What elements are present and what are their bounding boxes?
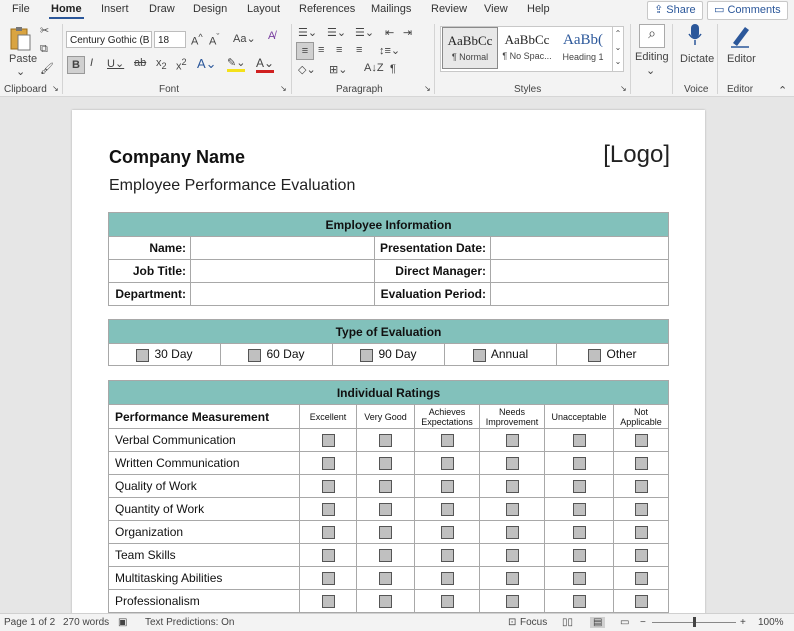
comment-icon: ▭ [714, 4, 725, 16]
change-case-button[interactable]: Aa⌄ [233, 33, 256, 45]
status-bar [0, 613, 794, 631]
style-heading-1[interactable]: AaBb( Heading 1 [562, 32, 604, 62]
tab-mailings[interactable]: Mailings [371, 3, 412, 15]
dialog-launcher-icon[interactable]: ↘ [620, 84, 627, 93]
rating-row [109, 521, 669, 544]
checkbox[interactable] [473, 349, 486, 362]
dictate-button[interactable]: Dictate [680, 53, 715, 65]
ribbon-tab-bar [0, 0, 794, 20]
department-field[interactable] [191, 283, 375, 306]
document-subtitle: Employee Performance Evaluation [109, 177, 356, 194]
focus-icon[interactable]: ⊡ [508, 617, 517, 628]
page-count[interactable]: Page 1 of 2 [4, 617, 56, 628]
rating-row [109, 498, 669, 521]
rating-cell[interactable] [415, 498, 480, 521]
bullets-icon[interactable]: ☰⌄ [298, 27, 318, 39]
voice-group-label: Voice [684, 84, 709, 95]
rating-row-label: Written Communication [109, 452, 300, 475]
editing-button[interactable]: Editing [635, 51, 669, 63]
rating-checkbox[interactable] [379, 526, 392, 539]
tab-draw[interactable]: Draw [149, 3, 175, 15]
rating-checkbox[interactable] [635, 480, 648, 493]
rating-cell[interactable] [545, 521, 614, 544]
rating-checkbox[interactable] [635, 526, 648, 539]
ribbon [0, 20, 794, 97]
strikethrough-icon[interactable]: ab [134, 57, 147, 69]
superscript-icon[interactable]: $x^2$ [176, 57, 187, 73]
rating-cell[interactable] [300, 429, 357, 452]
department-label: Department: [109, 283, 191, 306]
rating-checkbox[interactable] [573, 434, 586, 447]
rating-checkbox[interactable] [379, 434, 392, 447]
numbering-icon[interactable]: ☰⌄ [327, 27, 347, 39]
rating-cell[interactable] [614, 521, 669, 544]
rating-cell[interactable] [300, 498, 357, 521]
sort-icon[interactable]: A↓Z [364, 62, 384, 74]
rating-cell[interactable] [545, 498, 614, 521]
rating-row-label: Quantity of Work [109, 498, 300, 521]
rating-checkbox[interactable] [506, 595, 519, 608]
underline-icon[interactable]: U⌄ [107, 58, 125, 70]
rating-cell[interactable] [415, 452, 480, 475]
rating-checkbox[interactable] [573, 503, 586, 516]
group-separator [717, 24, 718, 94]
rating-checkbox[interactable] [441, 572, 454, 585]
rating-row [109, 590, 669, 613]
evaluation-period-field[interactable] [491, 283, 669, 306]
group-separator [630, 24, 631, 94]
rating-cell[interactable] [480, 567, 545, 590]
rating-cell[interactable] [614, 498, 669, 521]
rating-checkbox[interactable] [379, 457, 392, 470]
rating-checkbox[interactable] [379, 595, 392, 608]
rating-checkbox[interactable] [506, 549, 519, 562]
rating-checkbox[interactable] [322, 480, 335, 493]
rating-checkbox[interactable] [573, 526, 586, 539]
checkbox[interactable] [248, 349, 261, 362]
rating-cell[interactable] [614, 429, 669, 452]
style-normal[interactable]: AaBbCc ¶ Normal [442, 27, 498, 69]
rating-row-label: Quality of Work [109, 475, 300, 498]
rating-cell[interactable] [357, 429, 415, 452]
increase-indent-icon[interactable]: ⇥ [403, 27, 413, 39]
evaluation-period-label: Evaluation Period: [375, 283, 491, 306]
group-separator [62, 24, 63, 94]
rating-checkbox[interactable] [379, 503, 392, 516]
rating-row [109, 544, 669, 567]
rating-row-label: Team Skills [109, 544, 300, 567]
styles-group-label: Styles [514, 84, 542, 95]
rating-row [109, 475, 669, 498]
company-name: Company Name [109, 147, 246, 167]
rating-checkbox[interactable] [441, 457, 454, 470]
chevron-down-icon[interactable]: ⌄ [16, 66, 26, 78]
rating-cell[interactable] [357, 475, 415, 498]
rating-checkbox[interactable] [322, 549, 335, 562]
rating-cell[interactable] [614, 475, 669, 498]
rating-cell[interactable] [480, 452, 545, 475]
shrink-font-icon[interactable]: $A^ˇ$ [209, 32, 220, 48]
rating-cell[interactable] [480, 498, 545, 521]
rating-cell[interactable] [300, 590, 357, 613]
editor-button[interactable]: Editor [727, 53, 756, 65]
rating-cell[interactable] [545, 590, 614, 613]
rating-checkbox[interactable] [441, 480, 454, 493]
zoom-in-icon[interactable]: + [740, 617, 746, 628]
tab-design[interactable]: Design [193, 3, 228, 15]
share-icon: ⇪ [654, 4, 664, 16]
align-right-icon[interactable]: ≡ [336, 44, 343, 56]
italic-icon[interactable]: I [90, 57, 94, 69]
eval-option-annual[interactable]: Annual [445, 344, 557, 366]
style-no-spacing[interactable]: AaBbCc ¶ No Spac... [502, 32, 552, 61]
rating-cell[interactable] [614, 590, 669, 613]
eval-option-60-day[interactable]: 60 Day [221, 344, 333, 366]
rating-checkbox[interactable] [441, 595, 454, 608]
rating-cell[interactable] [614, 567, 669, 590]
tab-view[interactable]: View [484, 3, 508, 15]
rating-checkbox[interactable] [322, 572, 335, 585]
rating-cell[interactable] [415, 429, 480, 452]
rating-cell[interactable] [357, 521, 415, 544]
rating-cell[interactable] [614, 452, 669, 475]
paste-button[interactable]: Paste [9, 53, 38, 65]
rating-row-label: Professionalism [109, 590, 300, 613]
checkbox[interactable] [136, 349, 149, 362]
rating-cell[interactable] [357, 544, 415, 567]
rating-checkbox[interactable] [506, 572, 519, 585]
rating-cell[interactable] [614, 544, 669, 567]
rating-cell[interactable] [480, 521, 545, 544]
rating-checkbox[interactable] [322, 503, 335, 516]
tab-insert[interactable]: Insert [101, 3, 129, 15]
rating-checkbox[interactable] [573, 549, 586, 562]
editor-pen-icon[interactable] [729, 23, 751, 49]
rating-checkbox[interactable] [635, 434, 648, 447]
copy-icon[interactable]: ⧉ [40, 43, 48, 55]
checkbox[interactable] [588, 349, 601, 362]
rating-cell[interactable] [300, 544, 357, 567]
rating-cell[interactable] [480, 475, 545, 498]
tab-help[interactable]: Help [527, 3, 550, 15]
cut-icon[interactable]: ✂ [40, 25, 50, 37]
rating-checkbox[interactable] [322, 457, 335, 470]
rating-checkbox[interactable] [506, 457, 519, 470]
rating-row [109, 567, 669, 590]
tab-file[interactable]: File [12, 3, 30, 15]
tab-references[interactable]: References [299, 3, 356, 15]
paste-icon[interactable] [8, 26, 32, 50]
rating-checkbox[interactable] [635, 457, 648, 470]
rating-cell[interactable] [357, 567, 415, 590]
rating-cell[interactable] [545, 475, 614, 498]
rating-checkbox[interactable] [379, 572, 392, 585]
column-header: Unacceptable [545, 405, 614, 429]
font-color-icon[interactable]: A⌄ [256, 56, 274, 73]
document-canvas[interactable] [0, 97, 794, 613]
comments-button[interactable]: ▭ Comments [707, 1, 788, 20]
styles-gallery [440, 26, 614, 72]
rating-cell[interactable] [357, 498, 415, 521]
rating-checkbox[interactable] [635, 595, 648, 608]
document-page[interactable] [72, 110, 705, 613]
rating-checkbox[interactable] [441, 526, 454, 539]
share-button[interactable]: ⇪ Share [647, 1, 703, 20]
rating-checkbox[interactable] [441, 434, 454, 447]
column-header: Excellent [300, 405, 357, 429]
eval-option-other[interactable]: Other [557, 344, 669, 366]
rating-checkbox[interactable] [379, 480, 392, 493]
column-header: Very Good [357, 405, 415, 429]
text-predictions[interactable]: Text Predictions: On [145, 617, 235, 628]
tab-layout[interactable]: Layout [247, 3, 281, 15]
direct-manager-label: Direct Manager: [375, 260, 491, 283]
rating-cell[interactable] [415, 544, 480, 567]
rating-row [109, 429, 669, 452]
eval-option-30-day[interactable]: 30 Day [109, 344, 221, 366]
evaluation-type-table [108, 319, 669, 366]
direct-manager-field[interactable] [491, 260, 669, 283]
group-separator [434, 24, 435, 94]
microphone-icon[interactable] [687, 23, 703, 49]
highlight-icon[interactable]: ✎⌄ [227, 56, 245, 72]
rating-cell[interactable] [415, 521, 480, 544]
proofing-icon[interactable]: ▣ [118, 617, 128, 628]
subscript-icon[interactable]: $x_2$ [156, 57, 167, 72]
rating-row-label: Organization [109, 521, 300, 544]
shading-icon[interactable]: ◇⌄ [298, 64, 316, 76]
dialog-launcher-icon[interactable]: ↘ [424, 84, 431, 93]
rating-checkbox[interactable] [441, 503, 454, 516]
rating-checkbox[interactable] [322, 526, 335, 539]
column-header: Achieves Expectations [415, 405, 480, 429]
font-group-label: Font [159, 84, 180, 95]
rating-checkbox[interactable] [573, 595, 586, 608]
multilevel-list-icon[interactable]: ☰⌄ [355, 27, 375, 39]
collapse-ribbon-icon[interactable]: ⌃ [778, 85, 788, 97]
rating-cell[interactable] [480, 544, 545, 567]
zoom-slider-handle[interactable] [693, 617, 696, 627]
name-field[interactable] [191, 237, 375, 260]
name-label: Name: [109, 237, 191, 260]
rating-checkbox[interactable] [322, 595, 335, 608]
job-title-label: Job Title: [109, 260, 191, 283]
chevron-down-icon[interactable]: ⌄ [646, 65, 656, 77]
zoom-level[interactable]: 100% [758, 617, 784, 628]
presentation-date-label: Presentation Date: [375, 237, 491, 260]
job-title-field[interactable] [191, 260, 375, 283]
word-count[interactable]: 270 words [63, 617, 110, 628]
rating-checkbox[interactable] [506, 526, 519, 539]
print-layout-icon[interactable]: ▤ [590, 617, 605, 628]
rating-cell[interactable] [415, 567, 480, 590]
font-size-box[interactable]: 18 [154, 31, 186, 48]
rating-cell[interactable] [357, 452, 415, 475]
rating-cell[interactable] [480, 590, 545, 613]
evaluation-type-header: Type of Evaluation [109, 320, 669, 344]
dialog-launcher-icon[interactable]: ↘ [52, 84, 59, 93]
paragraph-group-label: Paragraph [336, 84, 383, 95]
employee-info-header: Employee Information [109, 213, 669, 237]
tab-home[interactable]: Home [51, 3, 82, 15]
rating-row-label: Verbal Communication [109, 429, 300, 452]
rating-cell[interactable] [480, 429, 545, 452]
editor-group-label: Editor [727, 84, 754, 95]
checkbox[interactable] [360, 349, 373, 362]
rating-checkbox[interactable] [635, 549, 648, 562]
rating-checkbox[interactable] [573, 480, 586, 493]
rating-cell[interactable] [300, 567, 357, 590]
justify-icon[interactable]: ≡ [356, 44, 363, 56]
rating-cell[interactable] [415, 590, 480, 613]
rating-row-label: Multitasking Abilities [109, 567, 300, 590]
rating-checkbox[interactable] [635, 503, 648, 516]
rating-row [109, 452, 669, 475]
rating-cell[interactable] [545, 452, 614, 475]
styles-scroll[interactable]: ⌃ ⌄ ⌄ [612, 26, 624, 72]
rating-checkbox[interactable] [506, 503, 519, 516]
rating-checkbox[interactable] [322, 434, 335, 447]
logo-placeholder: [Logo] [603, 141, 670, 168]
rating-cell[interactable] [545, 429, 614, 452]
decrease-indent-icon[interactable]: ⇤ [385, 27, 395, 39]
read-mode-icon[interactable]: ▯▯ [562, 617, 574, 628]
rating-checkbox[interactable] [573, 572, 586, 585]
presentation-date-field[interactable] [491, 237, 669, 260]
ratings-header: Individual Ratings [109, 381, 669, 405]
show-formatting-icon[interactable]: ¶ [390, 63, 396, 75]
rating-cell[interactable] [415, 475, 480, 498]
font-name-box[interactable]: Century Gothic (B [66, 31, 152, 48]
rating-cell[interactable] [300, 521, 357, 544]
focus-button[interactable]: Focus [520, 617, 548, 628]
align-center-icon[interactable]: ≡ [318, 44, 325, 56]
column-header: Needs Improvement [480, 405, 545, 429]
text-effects-icon[interactable]: A⌄ [197, 56, 217, 71]
clear-formatting-icon[interactable]: A̸ [268, 30, 276, 42]
group-separator [291, 24, 292, 94]
rating-checkbox[interactable] [506, 434, 519, 447]
align-left-icon[interactable]: ≡ [296, 42, 314, 60]
line-spacing-icon[interactable]: ↕≡⌄ [379, 45, 401, 57]
column-header: Not Applicable [614, 405, 669, 429]
tab-review[interactable]: Review [431, 3, 468, 15]
search-icon[interactable]: ⌕ [639, 24, 665, 48]
rating-cell[interactable] [545, 544, 614, 567]
rating-checkbox[interactable] [379, 549, 392, 562]
rating-cell[interactable] [300, 475, 357, 498]
ratings-table [108, 380, 669, 613]
rating-checkbox[interactable] [441, 549, 454, 562]
zoom-out-icon[interactable]: − [640, 617, 646, 628]
format-painter-icon[interactable]: 🖌 [40, 63, 54, 75]
employee-info-table [108, 212, 669, 306]
eval-option-90-day[interactable]: 90 Day [333, 344, 445, 366]
bold-icon[interactable]: B [67, 56, 85, 74]
group-separator [672, 24, 673, 94]
rating-checkbox[interactable] [635, 572, 648, 585]
rating-checkbox[interactable] [573, 457, 586, 470]
rating-cell[interactable] [545, 567, 614, 590]
rating-checkbox[interactable] [506, 480, 519, 493]
grow-font-icon[interactable]: A^ [191, 32, 203, 48]
borders-icon[interactable]: ⊞⌄ [329, 64, 348, 76]
rating-cell[interactable] [300, 452, 357, 475]
performance-measurement-header: Performance Measurement [109, 405, 300, 429]
clipboard-group-label: Clipboard [4, 84, 47, 95]
web-layout-icon[interactable]: ▭ [620, 617, 630, 628]
dialog-launcher-icon[interactable]: ↘ [280, 84, 287, 93]
rating-cell[interactable] [357, 590, 415, 613]
